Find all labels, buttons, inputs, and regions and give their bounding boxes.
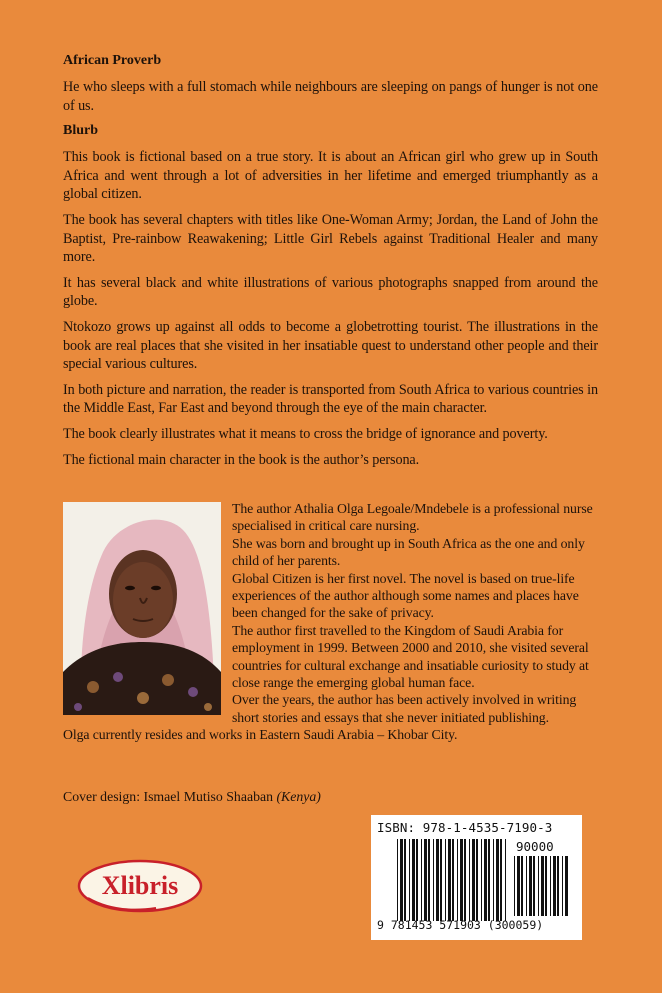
blurb-paragraph: This book is fictional based on a true story. It is about an African girl who grew up in South Africa and went through a lot of adversities in her lifetime and emerged triumphantly as a global citizen. <box>63 149 598 203</box>
author-line: Over the years, the author has been actively involved in writing short stories and essays that she never initiated publishing. <box>232 692 577 725</box>
blurb-paragraph: It has several black and white illustrations of various photographs snapped from around the globe. <box>63 274 598 310</box>
credit-label: Cover design: Ismael Mutiso Shaaban <box>63 789 273 804</box>
author-bio <box>63 500 598 744</box>
blurb-section <box>63 52 598 476</box>
isbn-barcode <box>371 815 582 940</box>
isbn-number: ISBN: 978-1-4535-7190-3 <box>377 820 553 835</box>
barcode-bars-icon <box>397 839 509 921</box>
cover-design-credit <box>63 788 321 806</box>
author-line: The author first travelled to the Kingdom of Saudi Arabia for employment in 1999. Between 2000 and 2010, she visited several countries for cultural exchange and insatiable curiosity to study at close range the emerging global human face. <box>232 622 589 691</box>
credit-country: (Kenya) <box>276 789 321 804</box>
author-photo <box>63 502 221 715</box>
author-portrait-image <box>63 502 221 715</box>
blurb-paragraph: The book has several chapters with titles like One-Woman Army; Jordan, the Land of John the Baptist, Pre-rainbow Reawakening; Little Girl Rebels against Traditional Healer and many more. <box>63 211 598 266</box>
price-code: 90000 <box>516 839 554 854</box>
proverb-heading: African Proverb <box>63 53 162 68</box>
xlibris-logo-icon <box>76 858 204 914</box>
proverb-text: He who sleeps with a full stomach while neighbours are sleeping on pangs of hunger is not one of us. <box>63 79 598 114</box>
publisher-name: Xlibris <box>101 871 179 900</box>
publisher-logo <box>76 858 204 914</box>
barcode-digits: 9 781453 571903 (300059) <box>377 918 544 932</box>
price-barcode-bars-icon <box>514 856 568 916</box>
blurb-paragraph: Ntokozo grows up against all odds to become a globetrotting tourist. The illustrations in the book are real places that she visited in her insatiable quest to understand other people and their special various cultures. <box>63 318 598 373</box>
blurb-heading: Blurb <box>63 123 99 139</box>
blurb-paragraph: The fictional main character in the book is the author’s persona. <box>63 451 420 468</box>
author-line: Olga currently resides and works in Eastern Saudi Arabia – Khobar City. <box>63 727 458 743</box>
blurb-paragraph: The book clearly illustrates what it means to cross the bridge of ignorance and poverty. <box>63 425 548 442</box>
author-line: The author Athalia Olga Legoale/Mndebele is a professional nurse specialised in critical care nursing. <box>232 501 593 534</box>
author-line: She was born and brought up in South Africa as the one and only child of her parents. <box>232 535 585 569</box>
author-line: Global Citizen is her first novel. The novel is based on true-life experiences of the author although some names and places have been changed for the sake of privacy. <box>232 570 579 621</box>
blurb-paragraph: In both picture and narration, the reader is transported from South Africa to various countries in the Middle East, Far East and beyond through the eye of the main character. <box>63 381 598 417</box>
